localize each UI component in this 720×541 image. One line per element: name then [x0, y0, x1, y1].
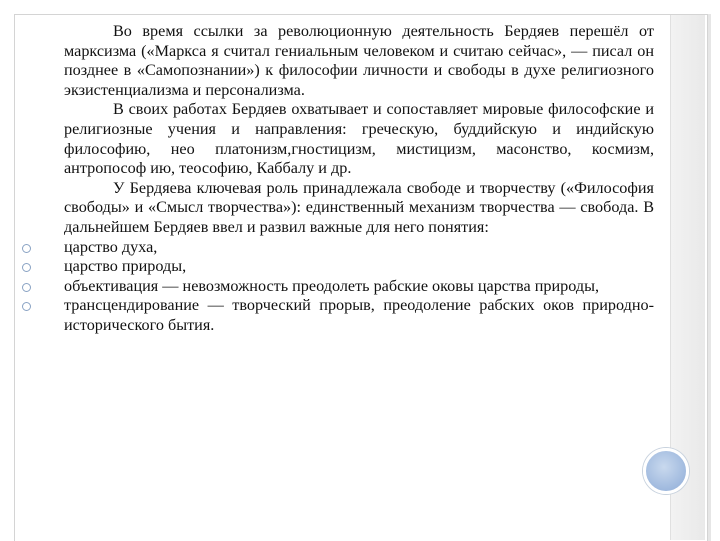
list-item — [64, 238, 654, 258]
list-item-text: объективация — невозможность преодолеть рабские оковы царства природы, — [64, 276, 600, 295]
paragraph-exile: Во время ссылки за революционную деятельность Бердяев перешёл от марксизма («Маркса я считал гениальным человеком и считаю сейчас», — писал он позднее в «Самопознании») к философии личности и свободы в духе религиозного экзистенциализма и персонализма. — [64, 22, 654, 99]
concept-list — [64, 238, 654, 336]
list-item-text: царство природы, — [64, 257, 187, 276]
paragraph-freedom: У Бердяева ключевая роль принадлежала свободе и творчеству («Философия свободы» и «Смысл творчества»): единственный механизм творчества — свобода. В дальнейшем Бердяев ввел и развил важные для него понятия: — [64, 178, 654, 236]
slide-body — [64, 22, 654, 336]
list-item — [64, 277, 654, 297]
list-item-text: царство духа, — [64, 237, 158, 256]
list-item — [64, 257, 654, 277]
list-item — [64, 296, 654, 335]
paragraph-teachings: В своих работах Бердяев охватывает и сопоставляет мировые философские и религиозные учения и направления: греческую, буддийскую и индийскую философию, нео платонизм,гностицизм, мистицизм, масонство, космизм, антропософ ию, теософию, Каббалу и др. — [64, 100, 654, 178]
circle-bullet-icon — [22, 244, 31, 253]
list-item-text: трансцендирование — творческий прорыв, преодоление рабских оков природно-исторического бытия. — [64, 296, 654, 334]
circle-bullet-icon — [22, 283, 31, 292]
decorative-circle-icon — [643, 448, 689, 494]
